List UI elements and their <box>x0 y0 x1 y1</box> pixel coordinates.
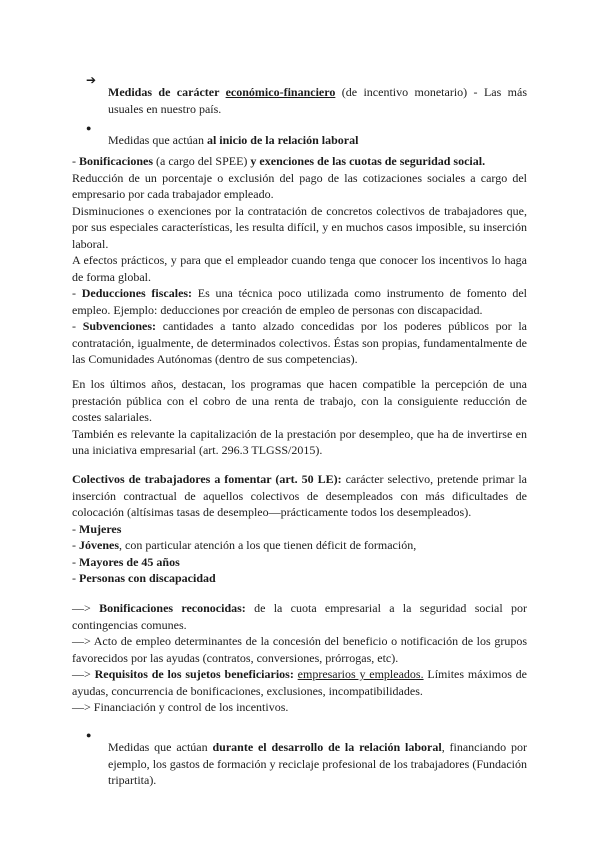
during-measures-text <box>108 739 527 789</box>
subsidies-term: Subvenciones: <box>82 319 157 333</box>
requirements-text: Límites máximos de ayudas, concurrencia de bonificaciones, exclusiones, incompatibilidades. <box>72 667 527 698</box>
dash: - <box>72 319 83 333</box>
fiscal-deductions-text: Es una técnica poco utilizada como instrumento de fomento del empleo. Ejemplo: deducciones por creación de empleo de personas con discapacidad. <box>72 286 527 317</box>
employers-employees-link: empresarios y empleados. <box>297 667 424 681</box>
recognized-bonifications-text: de la cuota empresarial a la seguridad social por contingencias comunes. <box>72 601 527 632</box>
employment-act-line: —> Acto de empleo determinantes de la concesión del beneficio o notificación de los grupos favorecidos por las ayudas (contratos, conversiones, prórrogas, etc). <box>72 634 527 665</box>
start-measures-prefix: Medidas que actúan <box>108 133 207 147</box>
during-measures-emphasis: durante el desarrollo de la relación laboral <box>212 740 442 754</box>
fiscal-deductions-line <box>72 285 527 318</box>
programs-section <box>72 376 527 459</box>
exemptions-term: y exenciones de las cuotas de seguridad social. <box>250 154 486 168</box>
requirements-line <box>72 666 527 699</box>
subsidies-text: cantidades a tanto alzado concedidas por los poderes públicos por la contratación, igualmente, de determinados colectivos. Éstas son propias, fundamentalmente de las Comunidades Autónomas (dentro de sus competencias). <box>72 319 527 366</box>
economic-measures-text <box>108 84 527 117</box>
spee-note: (a cargo del SPEE) <box>153 154 251 168</box>
recognized-bonifications-term: Bonificaciones reconocidas: <box>99 601 246 615</box>
collectives-title: Colectivos de trabajadores a fomentar (art. 50 LE): <box>72 472 342 486</box>
recognized-bonifications-line <box>72 600 527 633</box>
fiscal-deductions-term: Deducciones fiscales: <box>81 286 193 300</box>
collectives-heading <box>72 471 527 521</box>
arrow-bullet-icon: ➔ <box>86 73 97 87</box>
collectives-description: carácter selectivo, pretende primar la inserción contractual de aquellos colectivos de desempleados con más dificultades de colocación (altísimas tasas de desempleo—prácticamente todos los desempleados). <box>72 472 528 519</box>
disability-term: Personas con discapacidad <box>79 571 216 585</box>
exemptions-paragraph: Disminuciones o exenciones por la contratación de concretos colectivos de trabajadores que, por sus especiales características, les resulta difícil, y en muchos casos imposible, su inserción laboral. <box>72 203 527 251</box>
dash: - <box>72 521 79 536</box>
financing-line: —> Financiación y control de los incentivos. <box>72 700 289 714</box>
requirements-term: Requisitos de los sujetos beneficiarios: <box>94 667 294 681</box>
women-term: Mujeres <box>79 521 122 536</box>
dash: - <box>72 538 79 552</box>
arrow-prefix: —> <box>72 667 95 681</box>
during-measures-description: , financiando por ejemplo, los gastos de formación y reciclaje profesional de los trabajadores (Fundación tripartita). <box>108 740 527 787</box>
dash: - <box>72 554 79 569</box>
economic-financial-term: económico-financiero <box>225 85 336 99</box>
reduction-paragraph: Reducción de un porcentaje o exclusión del pago de las cotizaciones sociales a cargo del empresario por cada trabajador empleado. <box>72 170 527 201</box>
dash: - <box>72 154 79 168</box>
during-measures-prefix: Medidas que actúan <box>108 740 213 754</box>
measures-description: (de incentivo monetario) - Las más usuales en nuestro país. <box>108 85 527 116</box>
list-item-women <box>72 521 527 538</box>
subsidies-line <box>72 318 527 368</box>
bonifications-section <box>72 153 527 368</box>
list-item-over-45 <box>72 554 527 571</box>
arrow-prefix: —> <box>72 601 100 615</box>
collectives-section <box>72 471 527 587</box>
recognized-bonifications-section <box>72 600 527 716</box>
bonifications-line <box>72 153 527 170</box>
young-note: , con particular atención a los que tienen déficit de formación, <box>119 538 417 552</box>
during-measures-item <box>88 727 527 801</box>
dash: - <box>72 571 79 585</box>
bullet-dot-icon: ● <box>86 730 92 740</box>
start-measures-emphasis: al inicio de la relación laboral <box>206 133 359 147</box>
programs-paragraph: En los últimos años, destacan, los programas que hacen compatible la percepción de una prestación pública con el cobro de una renta de trabajo, con la consiguiente reducción de costes salariales. <box>72 377 527 424</box>
measures-heading: Medidas de carácter <box>108 85 226 99</box>
list-item-young <box>72 537 527 554</box>
dash: - <box>72 286 82 300</box>
list-item-disability <box>72 570 527 587</box>
start-measures-text <box>108 132 527 149</box>
young-term: Jóvenes <box>79 538 119 552</box>
bonificaciones-term: Bonificaciones <box>79 154 153 168</box>
over-45-term: Mayores de 45 años <box>79 554 180 569</box>
capitalization-paragraph: También es relevante la capitalización de la prestación por desempleo, que ha de invertirse en una iniciativa empresarial (art. 296.3 TLGSS/2015). <box>72 426 527 457</box>
bullet-dot-icon: ● <box>86 123 92 133</box>
practical-paragraph: A efectos prácticos, y para que el empleador cuando tenga que conocer los incentivos lo haga de forma global. <box>72 253 527 284</box>
